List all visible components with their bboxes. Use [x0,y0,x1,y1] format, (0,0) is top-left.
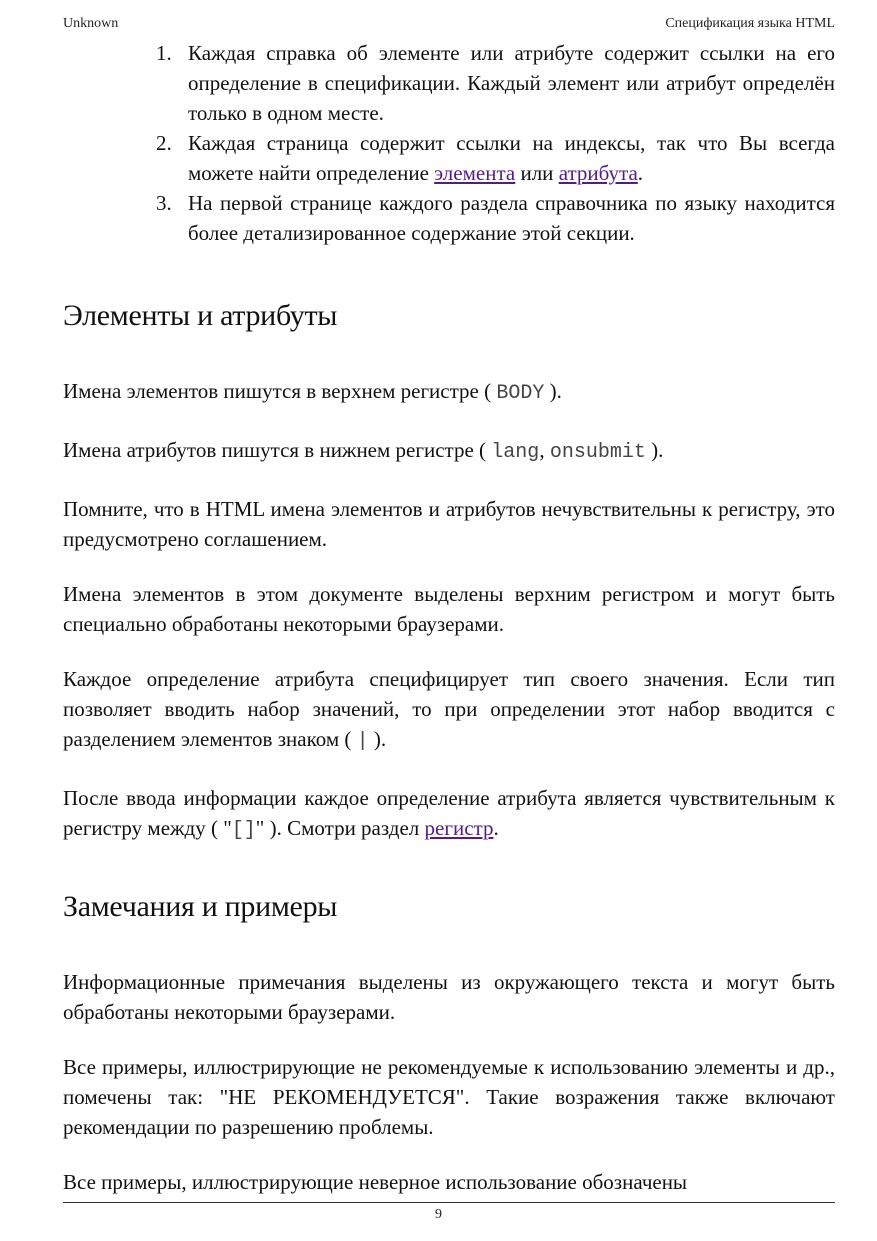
paragraph-text: ). [368,727,387,751]
paragraph-text: . [493,816,499,840]
element-link[interactable]: элемента [434,161,516,185]
paragraph-text: После ввода информации каждое определение атрибута является чувствительным к регистру между ( " [63,786,835,840]
paragraph-case-insensitive: Помните, что в HTML имена элементов и атрибутов нечувствительны к регистру, это предусмотрено соглашением. [63,497,835,551]
paragraph-attribute-types [63,664,835,757]
list-item [156,128,835,188]
list-item [156,38,835,128]
paragraph-text: Имена атрибутов пишутся в нижнем регистре ( [63,438,492,462]
list-number: 2. [156,131,172,155]
paragraph-text: ). [645,438,664,462]
attribute-link[interactable]: атрибута [558,161,638,185]
running-header [63,16,835,32]
list-number: 1. [156,41,172,65]
paragraph-text: " ). Смотри раздел [255,816,425,840]
paragraph-case-sensitive [63,783,835,846]
list-item-text: Каждая справка об элементе или атрибуте содержит ссылки на его определение в спецификации. Каждый элемент или атрибут определён только в одном месте. [188,41,835,125]
section-heading-notes: Замечания и примеры [63,890,338,923]
code-brackets: [] [231,819,256,842]
page-content [63,38,835,1197]
list-item [156,188,835,248]
paragraph-text: , [539,438,550,462]
paragraph-incorrect-examples: Все примеры, иллюстрирующие неверное использование обозначены [63,1170,688,1194]
code-body: BODY [496,382,545,405]
paragraph-text: Каждое определение атрибута специфицирует тип своего значения. Если тип позволяет вводить набор значений, то при определении этот набор вводится с разделением элементов знаком ( [63,667,835,751]
header-right: Спецификация языка HTML [665,16,835,31]
paragraph-element-names [63,376,835,409]
paragraph-text: ). [544,379,562,403]
list-item-text: На первой странице каждого раздела справочника по языку находится более детализированное содержание этой секции. [188,191,835,245]
code-onsubmit: onsubmit [549,441,646,464]
code-lang: lang [491,441,540,464]
list-number: 3. [156,191,172,215]
paragraph-text: Имена элементов пишутся в верхнем регистре ( [63,379,497,403]
list-item-text: . [637,161,644,185]
footer-divider [63,1202,835,1203]
register-link[interactable]: регистр [424,816,494,840]
paragraph-attribute-names [63,435,835,468]
section-heading-elements: Элементы и атрибуты [63,299,338,332]
paragraph-informational-notes: Информационные примечания выделены из окружающего текста и могут быть обработаны некоторыми браузерами. [63,970,835,1024]
numbered-list [63,38,835,248]
paragraph-deprecated-examples: Все примеры, иллюстрирующие не рекомендуемые к использованию элементы и др., помечены так: "НЕ РЕКОМЕНДУЕТСЯ". Такие возражения также включают рекомендации по разрешению проблемы. [63,1055,835,1139]
paragraph-uppercase-names: Имена элементов в этом документе выделены верхним регистром и могут быть специально обработаны некоторыми браузерами. [63,582,835,636]
header-left: Unknown [63,16,119,31]
page-number: 9 [435,1207,442,1222]
list-item-text: или [515,161,559,185]
code-pipe: | [356,730,369,753]
list-item-text: Каждая страница содержит ссылки на индексы, так что Вы всегда можете найти определение [188,131,835,185]
